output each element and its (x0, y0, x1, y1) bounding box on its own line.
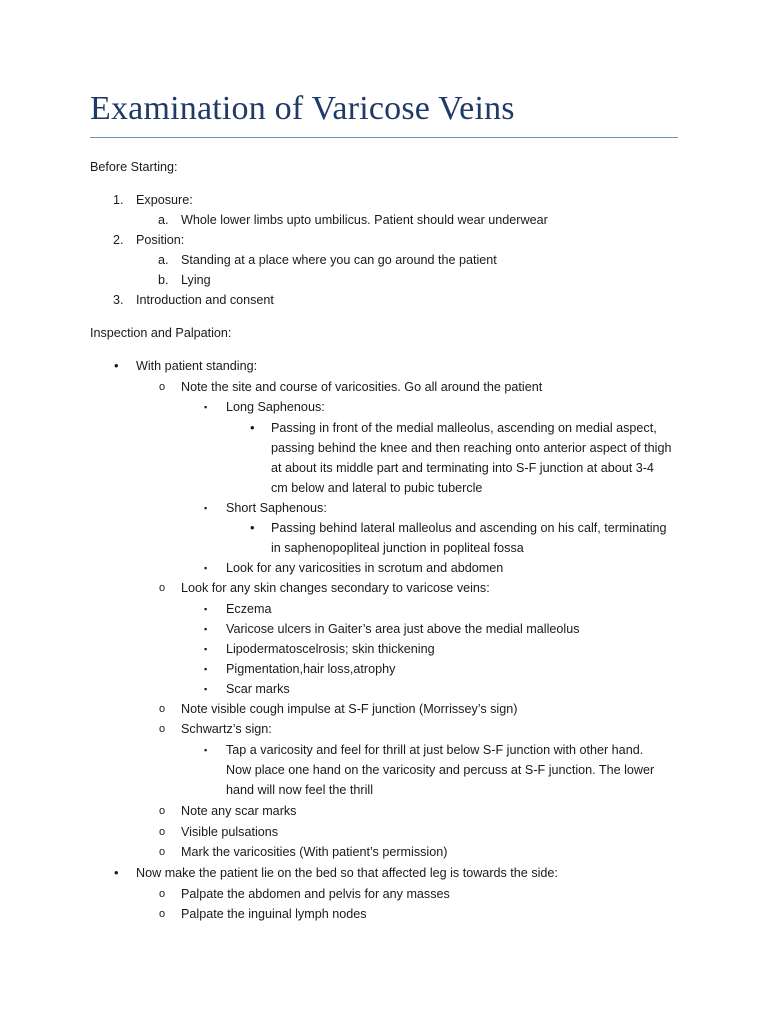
bullet-square-icon: ▪ (204, 503, 208, 513)
list-item: Note any scar marks (181, 804, 297, 818)
list-item-line: cm below and lateral to pubic tubercle (271, 481, 483, 495)
page-title: Examination of Varicose Veins (90, 90, 515, 127)
bullet-circle-icon: o (159, 805, 166, 817)
section-heading-before: Before Starting: (90, 160, 178, 174)
bullet-circle-icon: o (159, 888, 166, 900)
list-item-consent: Introduction and consent (136, 293, 274, 307)
bullet-square-icon: ▪ (204, 644, 208, 654)
list-item-line: Tap a varicosity and feel for thrill at just below S-F junction with other hand. (226, 743, 644, 757)
list-marker: 1. (113, 193, 124, 207)
list-item: Look for any skin changes secondary to varicose veins: (181, 581, 490, 595)
bullet-circle-icon: o (159, 723, 166, 735)
list-item: Lipodermatoscelrosis; skin thickening (226, 642, 435, 656)
list-item-line: Now place one hand on the varicosity and percuss at S-F junction. The lower (226, 763, 655, 777)
list-item: Short Saphenous: (226, 501, 327, 515)
list-item-position: Position: (136, 233, 185, 247)
bullet-circle-icon: o (159, 703, 166, 715)
list-item: Mark the varicosities (With patient’s permission) (181, 845, 448, 859)
list-item: With patient standing: (136, 359, 258, 373)
bullet-square-icon: ▪ (204, 684, 208, 694)
list-marker: a. (158, 213, 169, 227)
list-item-exposure: Exposure: (136, 193, 193, 207)
list-item: Lying (181, 273, 211, 287)
list-marker: 3. (113, 293, 124, 307)
list-item: Scar marks (226, 682, 290, 696)
list-item: Pigmentation,hair loss,atrophy (226, 662, 396, 676)
bullet-square-icon: ▪ (204, 604, 208, 614)
list-item-line: at about its middle part and terminating into S-F junction at about 3-4 (271, 461, 654, 475)
list-item: Palpate the abdomen and pelvis for any masses (181, 887, 450, 901)
list-marker: a. (158, 253, 169, 267)
bullet-square-icon: ▪ (204, 745, 208, 755)
list-item: Schwartz’s sign: (181, 722, 272, 736)
bullet-square-icon: ▪ (204, 402, 208, 412)
list-item-line: hand will now feel the thrill (226, 783, 374, 797)
list-item: Note the site and course of varicosities. Go all around the patient (181, 380, 543, 394)
list-item: Look for any varicosities in scrotum and abdomen (226, 561, 504, 575)
list-item: Long Saphenous: (226, 400, 325, 414)
list-marker: 2. (113, 233, 124, 247)
bullet-square-icon: ▪ (204, 563, 208, 573)
bullet-circle-icon: o (159, 826, 166, 838)
bullet-disc-icon: • (114, 358, 119, 373)
title-underline (90, 137, 678, 138)
list-item: Varicose ulcers in Gaiter’s area just above the medial malleolus (226, 622, 580, 636)
bullet-square-icon: ▪ (204, 664, 208, 674)
list-item: Whole lower limbs upto umbilicus. Patient should wear underwear (181, 213, 548, 227)
list-item-line: in saphenopopliteal junction in popliteal fossa (271, 541, 524, 555)
list-item-line: Passing behind lateral malleolus and ascending on his calf, terminating (271, 521, 667, 535)
list-item: Palpate the inguinal lymph nodes (181, 907, 367, 921)
bullet-square-icon: ▪ (204, 624, 208, 634)
bullet-circle-icon: o (159, 381, 166, 393)
bullet-disc-icon: • (250, 420, 255, 435)
bullet-circle-icon: o (159, 582, 166, 594)
list-item: Eczema (226, 602, 272, 616)
bullet-disc-icon: • (250, 520, 255, 535)
bullet-circle-icon: o (159, 846, 166, 858)
list-item: Visible pulsations (181, 825, 279, 839)
section-heading-inspection: Inspection and Palpation: (90, 326, 232, 340)
list-marker: b. (158, 273, 169, 287)
bullet-disc-icon: • (114, 865, 119, 880)
list-item-line: Passing in front of the medial malleolus, ascending on medial aspect, (271, 421, 657, 435)
list-item: Note visible cough impulse at S-F junction (Morrissey’s sign) (181, 702, 518, 716)
list-item: Standing at a place where you can go around the patient (181, 253, 497, 267)
list-item: Now make the patient lie on the bed so that affected leg is towards the side: (136, 866, 558, 880)
list-item-line: passing behind the knee and then reaching onto anterior aspect of thigh (271, 441, 672, 455)
bullet-circle-icon: o (159, 908, 166, 920)
